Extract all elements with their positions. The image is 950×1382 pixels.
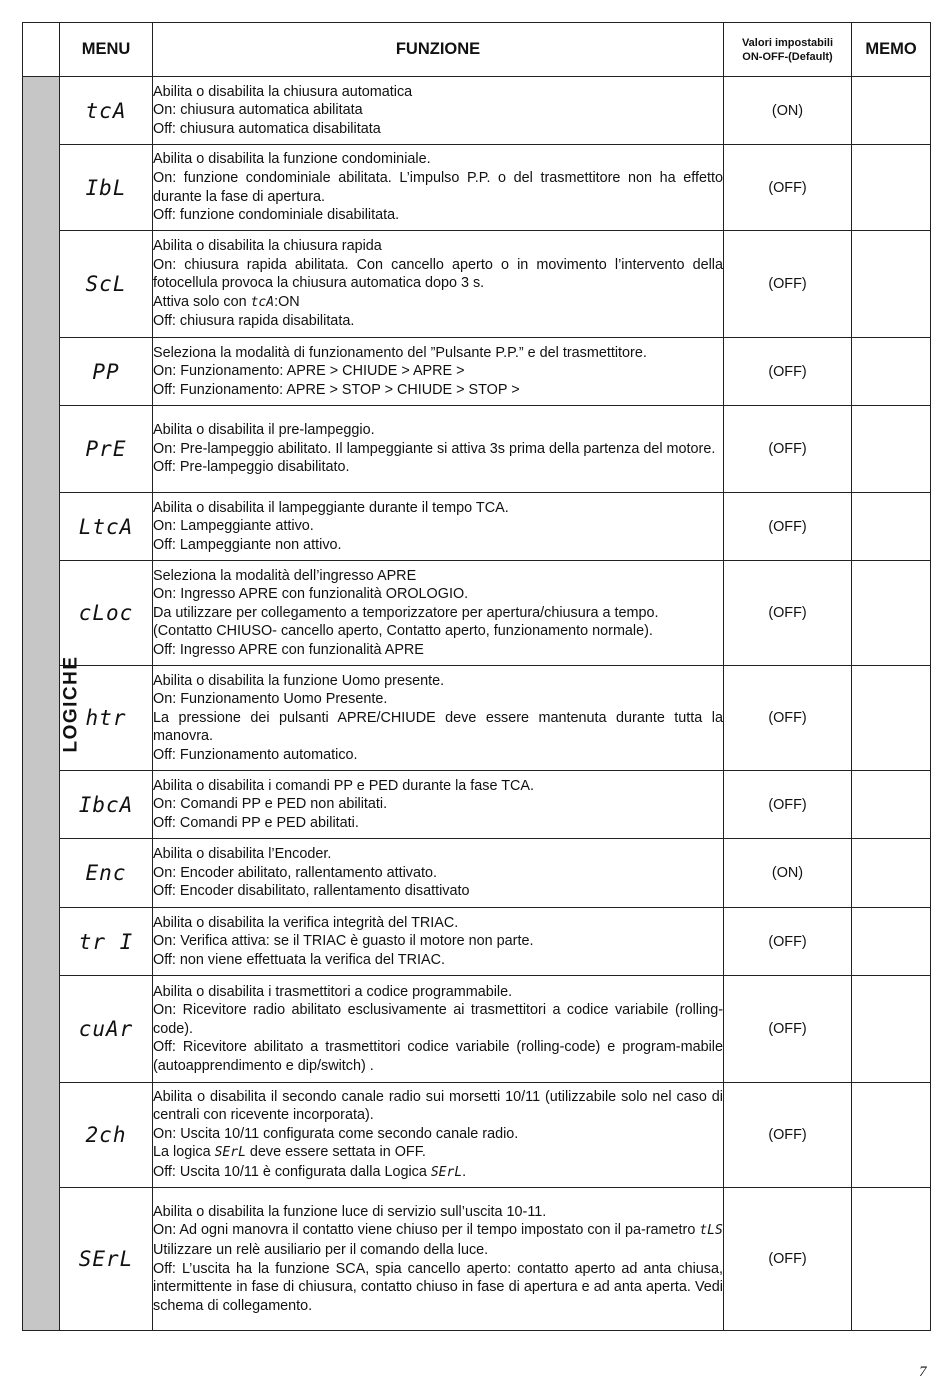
memo-cell (852, 666, 931, 771)
description-line: Off: funzione condominiale disabilitata. (153, 207, 400, 224)
table-row (23, 1188, 931, 1331)
description-line (153, 293, 723, 313)
table-row (23, 1083, 931, 1188)
description-line: On: Comandi PP e PED non abilitati. (153, 796, 388, 813)
description-line: On: Pre-lampeggio abilitato. Il lampeggiante si attiva 3s prima della partenza del motore. (153, 440, 716, 457)
menu-code-cell (60, 839, 153, 908)
side-label-cell (23, 77, 82, 1331)
description-line: Off: chiusura rapida disabilitata. (153, 313, 355, 330)
function-description (153, 406, 724, 493)
memo-cell (852, 231, 931, 338)
function-description (153, 77, 724, 145)
default-value: (OFF) (724, 338, 852, 406)
description-line (153, 1221, 723, 1241)
header-menu: MENU (60, 23, 153, 77)
table-row (23, 77, 931, 145)
menu-code: htr (85, 706, 127, 730)
function-description (153, 771, 724, 839)
default-value: (OFF) (724, 561, 852, 666)
description-line: Off: Funzionamento automatico. (153, 746, 358, 763)
description-line: Off: Ingresso APRE con funzionalità APRE (153, 641, 424, 658)
description-line: Off: Pre-lampeggio disabilitato. (153, 459, 350, 476)
description-line: On: funzione condominiale abilitata. L’impulso P.P. o del trasmettitore non ha effetto durante la fase di apertura. (153, 169, 723, 205)
logiche-table (22, 22, 931, 1331)
inline-code: SErL (430, 1164, 463, 1180)
menu-code: IbcA (78, 792, 134, 817)
default-value: (ON) (724, 839, 852, 908)
menu-code: PP (92, 359, 120, 384)
header-empty-cell (23, 23, 60, 77)
description-line: On: chiusura rapida abilitata. Con cancello aperto o in movimento l’intervento della fotocellula provoca la chiusura automatica dopo 3 s. (153, 256, 723, 292)
default-value: (OFF) (724, 1188, 852, 1331)
menu-code-cell (60, 493, 153, 561)
function-description (153, 1188, 724, 1331)
description-line: Off: Encoder disabilitato, rallentamento disattivato (153, 883, 470, 900)
description-line: Da utilizzare per collegamento a temporizzatore per apertura/chiusura a tempo. (153, 604, 659, 621)
description-line: Abilita o disabilita la chiusura rapida (153, 238, 382, 255)
description-line: Abilita o disabilita il lampeggiante durante il tempo TCA. (153, 499, 509, 516)
memo-cell (852, 145, 931, 231)
table-row (23, 231, 931, 338)
description-line: On: Encoder abilitato, rallentamento attivato. (153, 864, 437, 881)
memo-cell (852, 493, 931, 561)
menu-code-cell (60, 1188, 153, 1331)
description-line: Off: Funzionamento: APRE > STOP > CHIUDE > STOP > (153, 381, 520, 398)
table-row (23, 666, 931, 771)
description-text: La logica (153, 1144, 215, 1161)
description-line (153, 1163, 723, 1183)
menu-code-cell (60, 338, 153, 406)
default-value: (OFF) (724, 666, 852, 771)
description-line (153, 1143, 723, 1163)
menu-code: IbL (85, 175, 127, 200)
memo-cell (852, 771, 931, 839)
description-line: Seleziona la modalità di funzionamento del ”Pulsante P.P.” e del trasmettitore. (153, 344, 647, 361)
memo-cell (852, 561, 931, 666)
description-line: Abilita o disabilita la verifica integrità del TRIAC. (153, 914, 459, 931)
page-number: 7 (919, 1364, 927, 1380)
default-value: (OFF) (724, 231, 852, 338)
inline-code: tcA (250, 294, 275, 310)
memo-cell (852, 338, 931, 406)
default-value: (OFF) (724, 908, 852, 976)
menu-code-cell (60, 406, 153, 493)
default-value: (OFF) (724, 145, 852, 231)
description-text: . (462, 1163, 467, 1180)
description-line: On: chiusura automatica abilitata (153, 102, 363, 119)
memo-cell (852, 77, 931, 145)
memo-cell (852, 908, 931, 976)
description-line: Abilita o disabilita la funzione luce di servizio sull’uscita 10-11. (153, 1203, 547, 1220)
table-row (23, 338, 931, 406)
header-valori (724, 23, 852, 77)
menu-code-cell (60, 771, 153, 839)
header-valori-line1: Valori impostabili (741, 36, 834, 49)
description-line: Off: chiusura automatica disabilitata (153, 120, 381, 137)
table-row (23, 976, 931, 1083)
table-row (23, 406, 931, 493)
description-text: :ON (274, 293, 300, 310)
default-value: (ON) (724, 77, 852, 145)
description-line: Abilita o disabilita il pre-lampeggio. (153, 422, 375, 439)
description-line: On: Verifica attiva: se il TRIAC è guasto il motore non parte. (153, 933, 534, 950)
description-text: Off: Uscita 10/11 è configurata dalla Logica (153, 1163, 431, 1180)
menu-code: cuAr (78, 1017, 134, 1041)
table-row (23, 839, 931, 908)
description-line: La pressione dei pulsanti APRE/CHIUDE deve essere mantenuta durante tutta la manovra. (153, 709, 723, 745)
description-line: Utilizzare un relè ausiliario per il comando della luce. (153, 1241, 489, 1258)
function-description (153, 145, 724, 231)
memo-cell (852, 406, 931, 493)
description-line: On: Ricevitore radio abilitato esclusivamente ai trasmettitori a codice variabile (rolling-code). (153, 1002, 723, 1037)
default-value: (OFF) (724, 1083, 852, 1188)
function-description (153, 908, 724, 976)
function-description (153, 231, 724, 338)
header-funzione: FUNZIONE (153, 23, 724, 77)
function-description (153, 493, 724, 561)
description-line: Abilita o disabilita i trasmettitori a codice programmabile. (153, 983, 513, 1000)
menu-code: ScL (85, 272, 127, 296)
function-description (153, 839, 724, 908)
description-line: Seleziona la modalità dell’ingresso APRE (153, 567, 417, 584)
menu-code-cell (60, 145, 153, 231)
description-line: Abilita o disabilita la funzione condominiale. (153, 151, 431, 168)
table-row (23, 561, 931, 666)
function-description (153, 561, 724, 666)
header-row (23, 23, 931, 77)
table-row (23, 493, 931, 561)
table-row (23, 771, 931, 839)
menu-code: SErL (78, 1247, 134, 1271)
header-memo: MEMO (852, 23, 931, 77)
side-label: LOGICHE (60, 654, 82, 753)
function-description (153, 976, 724, 1083)
description-text: Attiva solo con (153, 293, 251, 310)
description-line: Off: non viene effettuata la verifica del TRIAC. (153, 951, 445, 968)
menu-code-cell (60, 976, 153, 1083)
menu-code: tr I (78, 929, 134, 954)
description-line: On: Lampeggiante attivo. (153, 518, 314, 535)
function-description (153, 338, 724, 406)
header-valori-line2: ON-OFF-(Default) (742, 50, 833, 63)
description-line: Abilita o disabilita la chiusura automatica (153, 83, 413, 100)
table-row (23, 908, 931, 976)
description-line: Abilita o disabilita la funzione Uomo presente. (153, 672, 445, 689)
menu-code: 2ch (85, 1123, 127, 1147)
memo-cell (852, 1083, 931, 1188)
description-line: Off: Ricevitore abilitato a trasmettitori codice variabile (rolling-code) e program-mabile (autoapprendimento e dip/switch) . (153, 1039, 723, 1074)
menu-code: cLoc (78, 601, 134, 625)
description-line: Abilita o disabilita il secondo canale radio sui morsetti 10/11 (utilizzabile solo nel caso di centrali con ricevente incorporata). (153, 1088, 723, 1124)
menu-code-cell (60, 231, 153, 338)
description-text: deve essere settata in OFF. (245, 1144, 426, 1161)
description-line: On: Funzionamento Uomo Presente. (153, 691, 388, 708)
menu-code: Enc (85, 861, 127, 885)
menu-code: PrE (85, 437, 127, 461)
description-line: Off: Lampeggiante non attivo. (153, 536, 342, 553)
menu-code-cell (60, 908, 153, 976)
memo-cell (852, 1188, 931, 1331)
function-description (153, 1083, 724, 1188)
menu-code-cell (60, 1083, 153, 1188)
memo-cell (852, 839, 931, 908)
menu-code-cell (60, 77, 153, 145)
description-line: Abilita o disabilita i comandi PP e PED durante la fase TCA. (153, 777, 535, 794)
default-value: (OFF) (724, 406, 852, 493)
inline-code: SErL (214, 1145, 246, 1161)
description-line: Off: Comandi PP e PED abilitati. (153, 814, 359, 831)
menu-code-cell (60, 561, 153, 666)
description-line: On: Funzionamento: APRE > CHIUDE > APRE > (153, 363, 465, 380)
inline-code: tLS (699, 1223, 723, 1239)
description-line: Abilita o disabilita l’Encoder. (153, 846, 332, 863)
menu-code: tcA (85, 98, 127, 123)
description-line: (Contatto CHIUSO- cancello aperto, Contatto aperto, funzionamento normale). (153, 623, 653, 640)
default-value: (OFF) (724, 493, 852, 561)
menu-code: LtcA (78, 514, 134, 539)
description-text: On: Ad ogni manovra il contatto viene chiuso per il tempo impostato con il pa-rametro (153, 1222, 700, 1239)
table-row (23, 145, 931, 231)
default-value: (OFF) (724, 771, 852, 839)
function-description (153, 666, 724, 771)
memo-cell (852, 976, 931, 1083)
description-line: On: Uscita 10/11 configurata come secondo canale radio. (153, 1125, 519, 1142)
default-value: (OFF) (724, 976, 852, 1083)
description-line: On: Ingresso APRE con funzionalità OROLOGIO. (153, 586, 469, 603)
description-line: Off: L’uscita ha la funzione SCA, spia cancello aperto: contatto aperto ad anta chiusa, intermittente in fase di chiusura, contatto chiuso in fase di apertura e ad anta aperta. Vedi schema di collegamento. (153, 1260, 723, 1314)
